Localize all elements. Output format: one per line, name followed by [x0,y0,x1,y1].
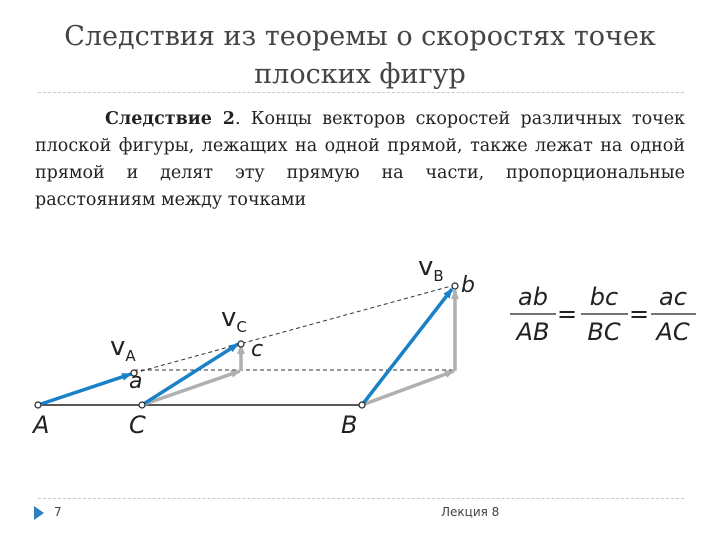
label-vA-sub: A [125,347,136,365]
label-vB-letter: v [418,252,434,282]
dashed-line-ab [134,285,455,373]
label-vA [110,332,136,365]
point-A [35,402,41,408]
label-vC [221,303,247,336]
footer-lecture-label: Лекция 8 [441,505,500,519]
label-vC-sub: C [236,318,247,336]
formula-eq-2: = [628,300,650,328]
point-B [359,402,365,408]
label-vB-sub: B [433,267,444,285]
component-arrow-C [142,371,240,405]
formula-num-2: bc [589,283,619,311]
point-b [452,283,458,289]
footer-divider [38,498,684,499]
velocity-vector-A [38,374,131,405]
formula-den-3: AC [656,318,690,346]
slide-title: Следствия из теоремы о скоростях точек плоских фигур [64,21,656,90]
formula-num-3: ac [659,283,687,311]
label-C: C [129,411,146,439]
point-C [139,402,145,408]
page-number: 7 [54,505,62,519]
page-marker-icon [34,506,44,520]
label-A: A [33,411,50,439]
formula-num-1: ab [518,283,548,311]
formula-den-1: AB [516,318,550,346]
formula-eq-1: = [556,300,578,328]
label-vA-letter: v [110,332,126,362]
proportion-formula [510,283,696,346]
corollary-text: . Концы векторов скоростей различных точек плоской фигуры, лежащих на одной прямой, также лежат на одной прямой и делят эту прямую на части, пропорциональные расстояниям между точками [35,109,685,210]
formula-den-2: BC [587,318,621,346]
corollary-label: Следствие 2 [105,109,235,129]
label-a: a [129,369,143,394]
label-c: c [251,337,264,362]
label-vB [418,252,444,285]
velocity-vector-C [142,344,238,405]
label-vC-letter: v [221,303,237,333]
label-b: b [461,273,475,298]
point-c [238,341,244,347]
label-B: B [341,411,358,439]
